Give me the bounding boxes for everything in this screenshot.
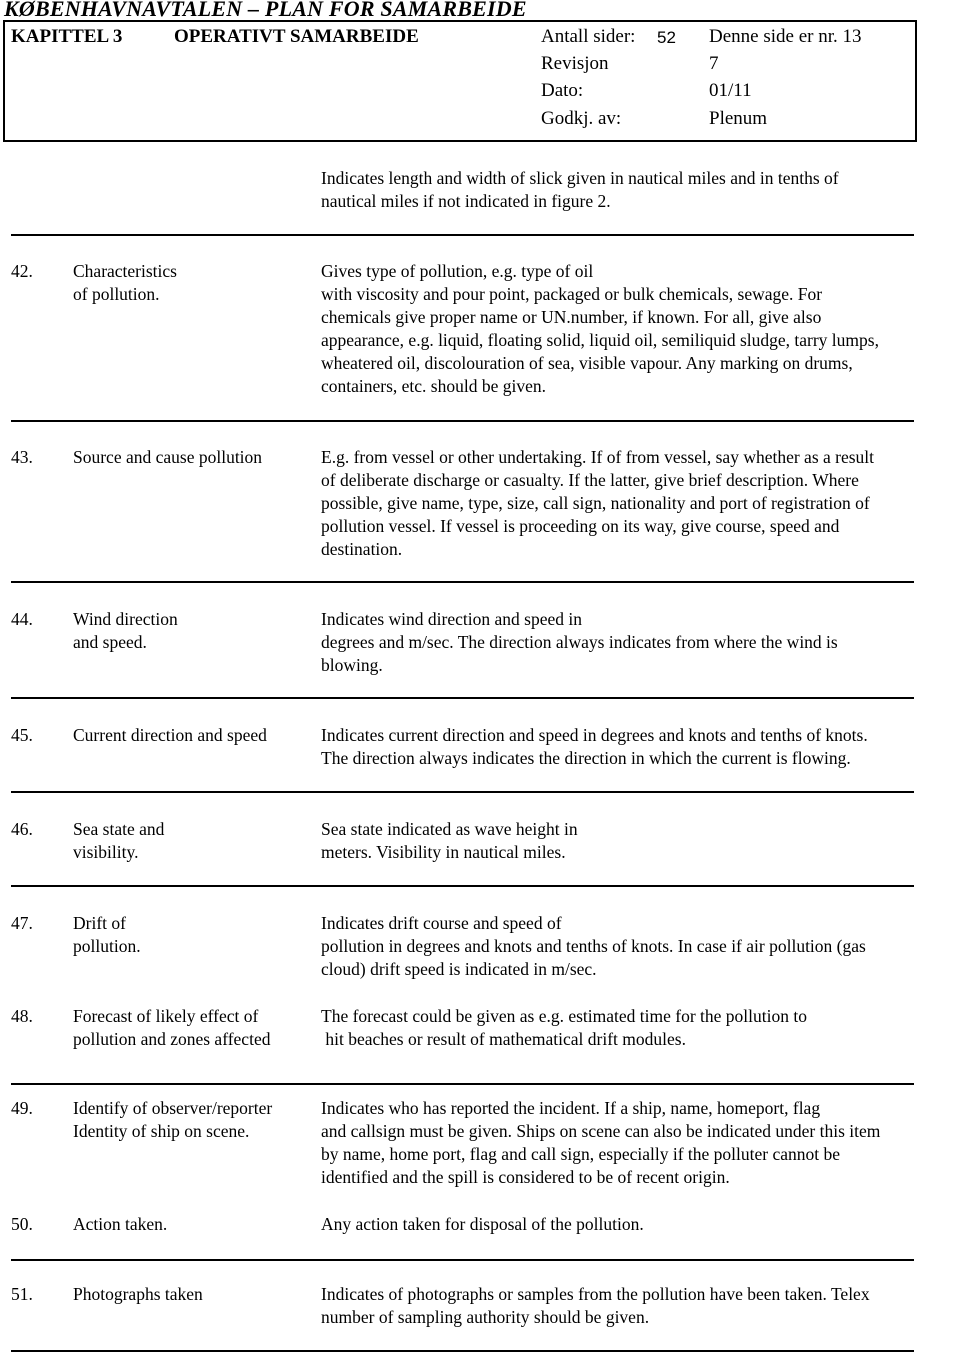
item-description-line: appearance, e.g. liquid, floating solid, liquid oil, semiliquid sludge, tarry lumps,: [321, 330, 879, 350]
item-description-line: of deliberate discharge or casualty. If the latter, give brief description. Where: [321, 470, 859, 490]
item-number: 47.: [11, 913, 33, 933]
divider: [11, 1350, 914, 1352]
divider: [11, 1083, 914, 1085]
item-description-line: possible, give name, type, size, call sign, nationality and port of registration of: [321, 493, 870, 513]
item-label-line: Source and cause pollution: [73, 447, 263, 467]
item-label-line: Action taken.: [73, 1214, 168, 1234]
item-label-line: Wind direction: [73, 609, 178, 629]
item-description-line: E.g. from vessel or other undertaking. If of from vessel, say whether as a result: [321, 447, 875, 467]
divider: [11, 697, 914, 699]
item-label: [73, 1283, 203, 1306]
approved-value: Plenum: [709, 108, 768, 129]
item-label-line: pollution and zones affected: [73, 1029, 271, 1049]
this-page: Denne side er nr. 13: [709, 26, 862, 47]
item-description-line: Indicates wind direction and speed in: [321, 609, 582, 629]
item-label: [73, 724, 267, 747]
date-value: 01/11: [709, 80, 752, 101]
item-description: [321, 912, 957, 981]
item-description-line: Indicates of photographs or samples from the pollution have been taken. Telex: [321, 1284, 870, 1304]
item-label: [73, 1213, 167, 1236]
intro-paragraph: [321, 167, 941, 213]
divider: [11, 234, 914, 236]
item-description-line: The forecast could be given as e.g. estimated time for the pollution to: [321, 1006, 807, 1026]
item-description-line: containers, etc. should be given.: [321, 376, 547, 396]
divider: [11, 1259, 914, 1261]
approved-label: Godkj. av:: [541, 108, 622, 129]
item-description-line: Indicates drift course and speed of: [321, 913, 562, 933]
item-description-line: by name, home port, flag and call sign, especially if the polluter cannot be: [321, 1144, 841, 1164]
item-number: 43.: [11, 447, 33, 467]
item-description-line: Gives type of pollution, e.g. type of oil: [321, 261, 594, 281]
item-label: [73, 912, 141, 958]
item-number: 51.: [11, 1284, 33, 1304]
item-description-line: identified and the spill is considered to be of recent origin.: [321, 1167, 730, 1187]
divider: [11, 791, 914, 793]
item-description: [321, 1005, 957, 1051]
item-label-line: pollution.: [73, 936, 141, 956]
item-number: 48.: [11, 1006, 33, 1026]
item-description-line: cloud) drift speed is indicated in m/sec.: [321, 959, 597, 979]
intro-line: Indicates length and width of slick given in nautical miles and in tenths of: [321, 168, 839, 188]
revision-value: 7: [709, 53, 719, 74]
item-label-line: Current direction and speed: [73, 725, 267, 745]
item-label: [73, 1005, 270, 1051]
intro-line: nautical miles if not indicated in figure 2.: [321, 191, 611, 211]
item-description: [321, 446, 957, 561]
item-label: [73, 260, 177, 306]
item-number: 45.: [11, 725, 33, 745]
item-number: 44.: [11, 609, 33, 629]
item-label-line: and speed.: [73, 632, 147, 652]
item-label: [73, 818, 164, 864]
divider: [11, 885, 914, 887]
item-description-line: The direction always indicates the direction in which the current is flowing.: [321, 748, 851, 768]
item-description-line: blowing.: [321, 655, 383, 675]
item-description-line: Sea state indicated as wave height in: [321, 819, 578, 839]
item-description-line: meters. Visibility in nautical miles.: [321, 842, 566, 862]
revision-label: Revisjon: [541, 53, 609, 74]
item-label-line: Forecast of likely effect of: [73, 1006, 259, 1026]
item-label: [73, 1097, 272, 1143]
item-number: 42.: [11, 261, 33, 281]
item-label-line: Characteristics: [73, 261, 177, 281]
section-label: OPERATIVT SAMARBEIDE: [174, 26, 419, 47]
pages-label: Antall sider:: [541, 26, 636, 47]
item-number: 46.: [11, 819, 33, 839]
item-number: 49.: [11, 1098, 33, 1118]
item-label-line: of pollution.: [73, 284, 160, 304]
item-label: [73, 446, 262, 469]
item-description-line: chemicals give proper name or UN.number, if known. For all, give also: [321, 307, 822, 327]
item-description: [321, 608, 957, 677]
item-description-line: degrees and m/sec. The direction always indicates from where the wind is: [321, 632, 838, 652]
item-description-line: wheatered oil, discolouration of sea, visible vapour. Any marking on drums,: [321, 353, 853, 373]
item-description-line: pollution in degrees and knots and tenths of knots. In case if air pollution (gas: [321, 936, 866, 956]
item-description: [321, 260, 957, 398]
item-description-line: and callsign must be given. Ships on scene can also be indicated under this item: [321, 1121, 881, 1141]
item-description-line: Any action taken for disposal of the pollution.: [321, 1214, 644, 1234]
item-description-line: hit beaches or result of mathematical drift modules.: [321, 1029, 686, 1049]
date-label: Dato:: [541, 80, 584, 101]
item-description: [321, 1213, 957, 1236]
item-description: [321, 1097, 957, 1189]
document-title: KØBENHAVNAVTALEN – PLAN FOR SAMARBEIDE: [4, 0, 527, 21]
item-description-line: destination.: [321, 539, 403, 559]
item-description-line: with viscosity and pour point, packaged or bulk chemicals, sewage. For: [321, 284, 823, 304]
item-label-line: visibility.: [73, 842, 139, 862]
item-label-line: Drift of: [73, 913, 126, 933]
item-description: [321, 1283, 957, 1329]
item-label: [73, 608, 178, 654]
divider: [11, 581, 914, 583]
item-description-line: pollution vessel. If vessel is proceeding on its way, give course, speed and: [321, 516, 840, 536]
item-description-line: Indicates current direction and speed in degrees and knots and tenths of knots.: [321, 725, 868, 745]
item-description: [321, 724, 957, 770]
divider: [11, 420, 914, 422]
item-description-line: number of sampling authority should be given.: [321, 1307, 650, 1327]
pages-value: 52: [657, 28, 676, 47]
item-description-line: Indicates who has reported the incident. If a ship, name, homeport, flag: [321, 1098, 821, 1118]
item-number: 50.: [11, 1214, 33, 1234]
chapter-label: KAPITTEL 3: [11, 26, 123, 47]
item-label-line: Photographs taken: [73, 1284, 203, 1304]
item-description: [321, 818, 957, 864]
item-label-line: Sea state and: [73, 819, 165, 839]
item-label-line: Identify of observer/reporter: [73, 1098, 273, 1118]
item-label-line: Identity of ship on scene.: [73, 1121, 250, 1141]
